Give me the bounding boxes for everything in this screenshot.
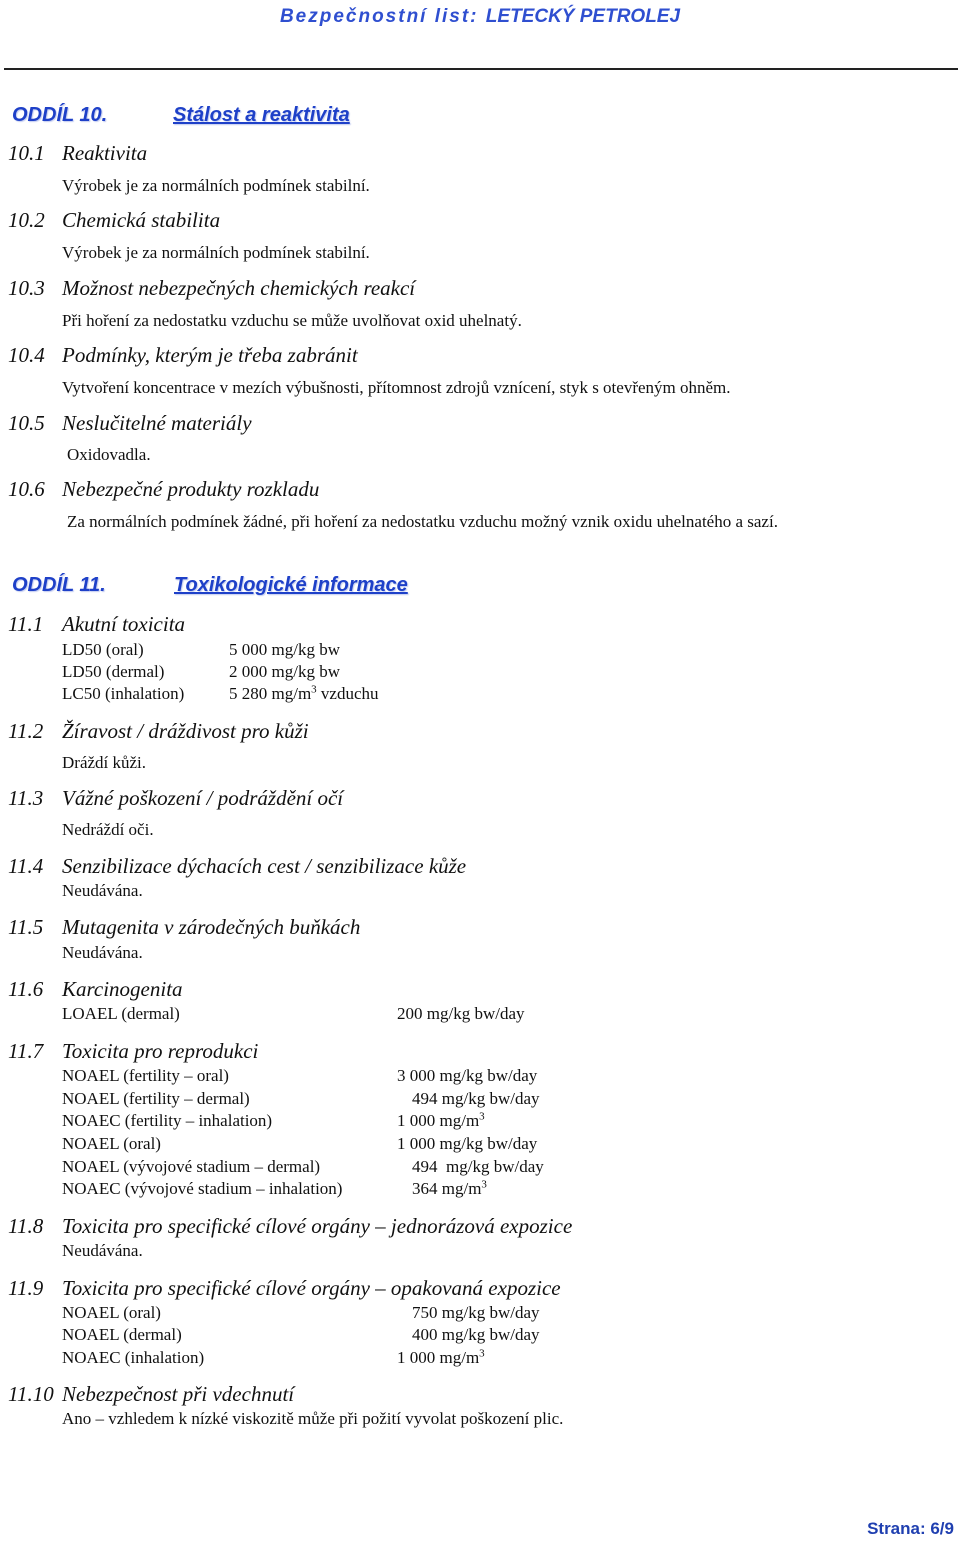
subsection-title: Toxicita pro specifické cílové orgány – jednorázová expozice [62, 1214, 573, 1238]
table-row-value: 5 280 $mg/m^3$ vzduchu [229, 683, 379, 703]
subsection-11-3-heading [8, 786, 908, 812]
subsection-number: 11.3 [8, 786, 44, 810]
table-row-label: NOAEL (oral) [62, 1303, 161, 1322]
subsection-10-1-heading [8, 141, 908, 167]
subsection-number: 10.5 [8, 411, 45, 435]
subsection-title: Chemická stabilita [62, 208, 221, 232]
subsection-11-1-heading [8, 612, 908, 638]
subsection-title: Nebezpečnost při vdechnutí [62, 1382, 295, 1406]
section-11-heading [12, 574, 912, 602]
subsection-10-3-heading [8, 276, 908, 302]
subsection-10-1-text: Výrobek je za normálních podmínek stabilní. [62, 176, 370, 195]
subsection-title: Akutní toxicita [62, 612, 186, 636]
table-row-value: 364 $mg/m^3$ [412, 1178, 487, 1198]
subsection-11-5-text: Neudávána. [62, 943, 143, 962]
subsection-number: 11.4 [8, 854, 44, 878]
section-10-name: Stálost a reaktivita [173, 104, 350, 126]
subsection-title: Podmínky, kterým je třeba zabránit [62, 343, 358, 367]
subsection-title: Toxicita pro specifické cílové orgány – opakovaná expozice [62, 1276, 561, 1300]
table-row-label: LOAEL (dermal) [62, 1004, 180, 1023]
page-number: Strana: 6/9 [867, 1519, 954, 1538]
subsection-number: 11.9 [8, 1276, 44, 1300]
table-row-label: NOAEL (vývojové stadium – dermal) [62, 1157, 321, 1176]
subsection-11-3-text: Nedráždí oči. [62, 820, 154, 839]
subsection-number: 11.1 [8, 612, 44, 636]
table-row-label: LD50 (dermal) [62, 662, 165, 681]
subsection-number: 11.8 [8, 1214, 44, 1238]
section-11-label: ODDÍL 11. [12, 574, 106, 596]
subsection-11-10-heading [8, 1382, 908, 1408]
subsection-number: 10.4 [8, 343, 45, 367]
table-row-value: 750 mg/kg bw/day [412, 1303, 540, 1322]
header-rule [4, 68, 958, 70]
table-row-label: LC50 (inhalation) [62, 684, 185, 703]
table-row-label: NOAEL (oral) [62, 1134, 161, 1153]
table-row-label: NOAEL (dermal) [62, 1325, 182, 1344]
table-row-value: 400 mg/kg bw/day [412, 1325, 540, 1344]
subsection-title: Žíravost / dráždivost pro kůži [62, 719, 309, 743]
table-row-label: NOAEL (fertility – oral) [62, 1066, 229, 1085]
subsection-title: Karcinogenita [62, 977, 183, 1001]
table-row-label: NOAEL (fertility – dermal) [62, 1089, 250, 1108]
subsection-10-5-text: Oxidovadla. [67, 445, 151, 464]
subsection-10-6-text: Za normálních podmínek žádné, při hoření za nedostatku vzduchu možný vznik oxidu uhelnatého a sazí. [67, 512, 778, 531]
header-prefix: Bezpečnostní list: [279, 6, 486, 27]
subsection-11-2-text: Dráždí kůži. [62, 753, 147, 772]
subsection-10-4-heading [8, 343, 908, 369]
subsection-11-5-heading [8, 915, 908, 941]
subsection-number: 11.7 [8, 1039, 44, 1063]
table-row-value: 1 000 $mg/m^3$ [397, 1347, 485, 1367]
subsection-11-4-text: Neudávána. [62, 881, 143, 900]
subsection-number: 11.6 [8, 977, 44, 1001]
document-header [0, 6, 960, 28]
subsection-11-2-heading [8, 719, 908, 745]
subsection-10-4-text: Vytvoření koncentrace v mezích výbušnosti, přítomnost zdrojů vznícení, styk s otevřeným ohněm. [62, 378, 731, 397]
table-row-label: NOAEC (fertility – inhalation) [62, 1111, 273, 1130]
subsection-11-8-text: Neudávána. [62, 1241, 143, 1260]
subsection-number: 11.5 [8, 915, 44, 939]
subsection-11-9-heading [8, 1276, 908, 1302]
table-row-value: 3 000 mg/kg bw/day [397, 1066, 538, 1085]
subsection-number: 10.6 [8, 477, 45, 501]
subsection-10-3-text: Při hoření za nedostatku vzduchu se může uvolňovat oxid uhelnatý. [62, 311, 522, 330]
table-row-label: NOAEC (vývojové stadium – inhalation) [62, 1179, 343, 1198]
subsection-number: 10.3 [8, 276, 45, 300]
subsection-11-7-heading [8, 1039, 908, 1065]
table-row-value: 494 mg/kg bw/day [412, 1157, 544, 1176]
subsection-title: Možnost nebezpečných chemických reakcí [62, 276, 416, 300]
section-11-name: Toxikologické informace [174, 574, 408, 596]
table-row-label: LD50 (oral) [62, 640, 144, 659]
subsection-11-10-text: Ano – vzhledem k nízké viskozitě může při požití vyvolat poškození plic. [62, 1409, 564, 1428]
subsection-title: Toxicita pro reprodukci [62, 1039, 259, 1063]
subsection-10-6-heading [8, 477, 908, 503]
subsection-title: Nebezpečné produkty rozkladu [62, 477, 320, 501]
subsection-title: Neslučitelné materiály [62, 411, 252, 435]
header-product: LETECKÝ PETROLEJ [485, 6, 681, 27]
subsection-title: Mutagenita v zárodečných buňkách [62, 915, 361, 939]
subsection-number: 11.10 [8, 1382, 54, 1406]
subsection-title: Reaktivita [62, 141, 148, 165]
subsection-10-2-text: Výrobek je za normálních podmínek stabilní. [62, 243, 370, 262]
table-row-value: 2 000 mg/kg bw [229, 662, 340, 681]
subsection-number: 10.1 [8, 141, 45, 165]
table-row-value: 1 000 mg/kg bw/day [397, 1134, 538, 1153]
table-row-value: 1 000 $mg/m^3$ [397, 1110, 485, 1130]
subsection-11-8-heading [8, 1214, 908, 1240]
subsection-11-6-heading [8, 977, 908, 1003]
table-row-value: 494 mg/kg bw/day [412, 1089, 540, 1108]
subsection-10-2-heading [8, 208, 908, 234]
table-row-label: NOAEC (inhalation) [62, 1348, 205, 1367]
section-10-label: ODDÍL 10. [12, 104, 108, 126]
section-10-heading [12, 104, 912, 132]
subsection-number: 10.2 [8, 208, 45, 232]
subsection-10-5-heading [8, 411, 908, 437]
subsection-number: 11.2 [8, 719, 44, 743]
table-row-value: 200 mg/kg bw/day [397, 1004, 525, 1023]
subsection-title: Vážné poškození / podráždění očí [62, 786, 344, 810]
table-row-value: 5 000 mg/kg bw [229, 640, 340, 659]
subsection-title: Senzibilizace dýchacích cest / senzibilizace kůže [62, 854, 467, 878]
subsection-11-4-heading [8, 854, 908, 880]
